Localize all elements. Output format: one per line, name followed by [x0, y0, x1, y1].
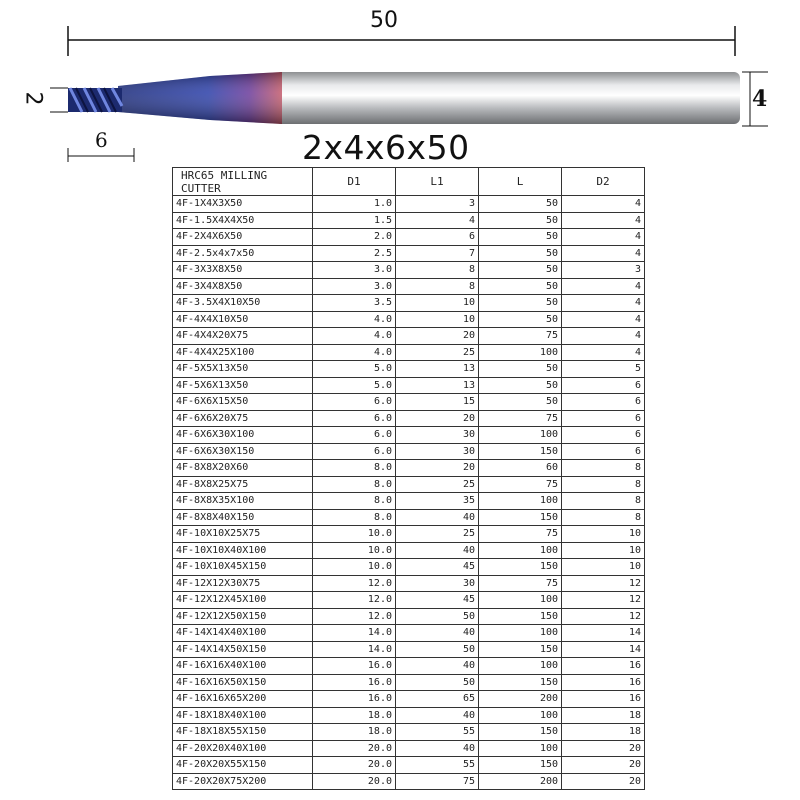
cell-l: 50 [479, 311, 562, 328]
cell-model: 4F-4X4X20X75 [173, 328, 313, 345]
cell-d2: 12 [562, 608, 645, 625]
cell-d1: 3.5 [313, 295, 396, 312]
cell-d2: 14 [562, 625, 645, 642]
cell-model: 4F-20X20X55X150 [173, 757, 313, 774]
cell-d1: 18.0 [313, 707, 396, 724]
cell-d1: 6.0 [313, 443, 396, 460]
table-row [173, 344, 645, 361]
cell-model: 4F-20X20X75X200 [173, 773, 313, 790]
cell-d2: 8 [562, 476, 645, 493]
cell-d1: 4.0 [313, 344, 396, 361]
cell-d2: 8 [562, 493, 645, 510]
cell-model: 4F-18X18X55X150 [173, 724, 313, 741]
cell-l1: 25 [396, 526, 479, 543]
cell-l: 150 [479, 724, 562, 741]
overall-length-dimension [68, 26, 735, 56]
cutting-flutes [68, 88, 122, 112]
table-row [173, 575, 645, 592]
cell-l: 100 [479, 707, 562, 724]
cell-model: 4F-14X14X40X100 [173, 625, 313, 642]
cell-d2: 4 [562, 196, 645, 213]
cell-d1: 8.0 [313, 476, 396, 493]
cell-l1: 25 [396, 476, 479, 493]
table-row [173, 212, 645, 229]
cell-d1: 8.0 [313, 509, 396, 526]
cell-model: 4F-5X6X13X50 [173, 377, 313, 394]
cell-l: 100 [479, 740, 562, 757]
table-row [173, 592, 645, 609]
cell-l1: 6 [396, 229, 479, 246]
cell-model: 4F-12X12X45X100 [173, 592, 313, 609]
cutting-diameter-dimension [50, 88, 68, 112]
table-row [173, 427, 645, 444]
table-row [173, 691, 645, 708]
cell-model: 4F-14X14X50X150 [173, 641, 313, 658]
table-row [173, 773, 645, 790]
cell-l: 150 [479, 641, 562, 658]
cell-l1: 40 [396, 707, 479, 724]
cell-l: 75 [479, 526, 562, 543]
cell-d1: 6.0 [313, 410, 396, 427]
cell-l1: 7 [396, 245, 479, 262]
cell-d1: 3.0 [313, 262, 396, 279]
cell-d2: 16 [562, 674, 645, 691]
cell-l1: 30 [396, 427, 479, 444]
cell-l1: 8 [396, 262, 479, 279]
cell-model: 4F-6X6X20X75 [173, 410, 313, 427]
table-row [173, 707, 645, 724]
cell-d1: 20.0 [313, 740, 396, 757]
cell-d1: 1.0 [313, 196, 396, 213]
table-row [173, 229, 645, 246]
cell-l: 50 [479, 278, 562, 295]
cell-l1: 55 [396, 757, 479, 774]
cell-l1: 10 [396, 311, 479, 328]
cell-model: 4F-2X4X6X50 [173, 229, 313, 246]
spec-table-container [172, 167, 645, 790]
cell-d1: 4.0 [313, 328, 396, 345]
flute-length-label: 6 [95, 128, 108, 152]
table-row [173, 196, 645, 213]
table-row [173, 509, 645, 526]
cell-d1: 14.0 [313, 641, 396, 658]
cell-d2: 12 [562, 575, 645, 592]
cell-model: 4F-18X18X40X100 [173, 707, 313, 724]
table-header-row [173, 168, 645, 196]
cell-d2: 4 [562, 295, 645, 312]
cell-model: 4F-8X8X40X150 [173, 509, 313, 526]
cell-model: 4F-3X3X8X50 [173, 262, 313, 279]
table-row [173, 674, 645, 691]
cell-l: 100 [479, 625, 562, 642]
cell-l: 100 [479, 658, 562, 675]
cell-l1: 40 [396, 625, 479, 642]
table-row [173, 328, 645, 345]
cell-d1: 20.0 [313, 757, 396, 774]
cell-d1: 12.0 [313, 592, 396, 609]
cell-d2: 6 [562, 443, 645, 460]
cell-d2: 6 [562, 394, 645, 411]
header-model: HRC65 MILLING CUTTER [173, 168, 313, 196]
cell-model: 4F-8X8X20X60 [173, 460, 313, 477]
cell-model: 4F-3X4X8X50 [173, 278, 313, 295]
cell-l: 150 [479, 608, 562, 625]
cell-l1: 40 [396, 542, 479, 559]
cell-d2: 20 [562, 773, 645, 790]
cell-model: 4F-12X12X30X75 [173, 575, 313, 592]
cell-l: 150 [479, 559, 562, 576]
cell-model: 4F-1X4X3X50 [173, 196, 313, 213]
header-d2: D2 [562, 168, 645, 196]
cell-d2: 4 [562, 344, 645, 361]
cell-d2: 4 [562, 278, 645, 295]
shank [275, 72, 740, 124]
cell-d2: 6 [562, 427, 645, 444]
cell-d1: 12.0 [313, 608, 396, 625]
cell-l1: 65 [396, 691, 479, 708]
cell-model: 4F-10X10X45X150 [173, 559, 313, 576]
cell-d2: 4 [562, 245, 645, 262]
cell-l1: 3 [396, 196, 479, 213]
cell-l1: 13 [396, 377, 479, 394]
table-row [173, 641, 645, 658]
table-row [173, 295, 645, 312]
cell-d2: 18 [562, 724, 645, 741]
cell-l: 75 [479, 328, 562, 345]
cell-model: 4F-8X8X35X100 [173, 493, 313, 510]
cell-l: 75 [479, 575, 562, 592]
table-row [173, 608, 645, 625]
table-row [173, 559, 645, 576]
cell-model: 4F-10X10X40X100 [173, 542, 313, 559]
table-row [173, 493, 645, 510]
cell-l: 100 [479, 344, 562, 361]
header-l1: L1 [396, 168, 479, 196]
cell-d2: 8 [562, 460, 645, 477]
cell-l: 50 [479, 377, 562, 394]
cell-d2: 16 [562, 658, 645, 675]
cell-d1: 16.0 [313, 674, 396, 691]
cell-l1: 40 [396, 658, 479, 675]
spec-table [172, 167, 645, 790]
cell-l1: 25 [396, 344, 479, 361]
cell-l: 50 [479, 394, 562, 411]
cell-d1: 10.0 [313, 526, 396, 543]
cell-d2: 6 [562, 410, 645, 427]
cell-model: 4F-6X6X30X100 [173, 427, 313, 444]
table-row [173, 245, 645, 262]
cell-l1: 15 [396, 394, 479, 411]
table-row [173, 262, 645, 279]
cell-l1: 50 [396, 674, 479, 691]
cell-d1: 10.0 [313, 542, 396, 559]
cell-d1: 2.0 [313, 229, 396, 246]
cell-d2: 6 [562, 377, 645, 394]
cell-l1: 8 [396, 278, 479, 295]
cell-d2: 4 [562, 229, 645, 246]
cell-model: 4F-4X4X10X50 [173, 311, 313, 328]
cell-d1: 5.0 [313, 377, 396, 394]
cell-l1: 40 [396, 509, 479, 526]
cell-l: 50 [479, 245, 562, 262]
cell-model: 4F-4X4X25X100 [173, 344, 313, 361]
table-row [173, 361, 645, 378]
cell-model: 4F-8X8X25X75 [173, 476, 313, 493]
cell-l: 50 [479, 295, 562, 312]
cell-d1: 5.0 [313, 361, 396, 378]
cell-model: 4F-1.5X4X4X50 [173, 212, 313, 229]
cell-d1: 1.5 [313, 212, 396, 229]
cell-model: 4F-5X5X13X50 [173, 361, 313, 378]
cell-l: 75 [479, 410, 562, 427]
cell-d2: 14 [562, 641, 645, 658]
table-row [173, 410, 645, 427]
cell-l1: 4 [396, 212, 479, 229]
cell-model: 4F-10X10X25X75 [173, 526, 313, 543]
cell-l1: 75 [396, 773, 479, 790]
cell-d2: 5 [562, 361, 645, 378]
cell-l: 100 [479, 427, 562, 444]
cell-l: 150 [479, 443, 562, 460]
cell-d1: 3.0 [313, 278, 396, 295]
table-row [173, 443, 645, 460]
cell-l: 50 [479, 196, 562, 213]
cell-model: 4F-16X16X65X200 [173, 691, 313, 708]
cell-d2: 20 [562, 740, 645, 757]
cell-l: 50 [479, 361, 562, 378]
header-d1: D1 [313, 168, 396, 196]
cell-l1: 45 [396, 559, 479, 576]
table-row [173, 542, 645, 559]
cell-l: 75 [479, 476, 562, 493]
cell-d1: 20.0 [313, 773, 396, 790]
cell-l: 50 [479, 212, 562, 229]
shank-diameter-label: 4 [752, 86, 768, 112]
cell-l1: 20 [396, 460, 479, 477]
cell-l1: 10 [396, 295, 479, 312]
cell-model: 4F-6X6X30X150 [173, 443, 313, 460]
cell-d2: 20 [562, 757, 645, 774]
cell-d1: 16.0 [313, 691, 396, 708]
cell-l1: 30 [396, 575, 479, 592]
cell-d1: 18.0 [313, 724, 396, 741]
cell-d2: 10 [562, 559, 645, 576]
cell-d1: 6.0 [313, 394, 396, 411]
cell-d1: 8.0 [313, 493, 396, 510]
cell-l: 100 [479, 493, 562, 510]
cutting-diameter-label: 2 [20, 91, 46, 106]
cell-d2: 4 [562, 328, 645, 345]
table-row [173, 311, 645, 328]
cell-l: 150 [479, 674, 562, 691]
cell-l1: 50 [396, 641, 479, 658]
cell-l: 150 [479, 509, 562, 526]
table-row [173, 658, 645, 675]
cell-l1: 50 [396, 608, 479, 625]
cell-d1: 14.0 [313, 625, 396, 642]
cell-d2: 4 [562, 311, 645, 328]
cell-d1: 4.0 [313, 311, 396, 328]
cell-d2: 18 [562, 707, 645, 724]
cell-l1: 55 [396, 724, 479, 741]
cell-d1: 2.5 [313, 245, 396, 262]
cell-d1: 16.0 [313, 658, 396, 675]
cell-l1: 30 [396, 443, 479, 460]
cell-model: 4F-16X16X50X150 [173, 674, 313, 691]
cell-l: 200 [479, 773, 562, 790]
cell-l1: 13 [396, 361, 479, 378]
table-row [173, 625, 645, 642]
cell-l1: 20 [396, 328, 479, 345]
table-row [173, 757, 645, 774]
table-row [173, 526, 645, 543]
cell-l: 60 [479, 460, 562, 477]
cell-d2: 3 [562, 262, 645, 279]
cell-d1: 8.0 [313, 460, 396, 477]
cell-d2: 10 [562, 526, 645, 543]
cell-d2: 4 [562, 212, 645, 229]
cell-model: 4F-2.5x4x7x50 [173, 245, 313, 262]
cell-model: 4F-3.5X4X10X50 [173, 295, 313, 312]
cell-d2: 10 [562, 542, 645, 559]
cell-l: 100 [479, 592, 562, 609]
header-l: L [479, 168, 562, 196]
cell-d2: 8 [562, 509, 645, 526]
cell-d1: 10.0 [313, 559, 396, 576]
overall-length-label: 50 [370, 8, 398, 33]
cell-d2: 16 [562, 691, 645, 708]
table-row [173, 740, 645, 757]
cell-d1: 12.0 [313, 575, 396, 592]
cell-l: 200 [479, 691, 562, 708]
cell-l1: 35 [396, 493, 479, 510]
spec-title: 2x4x6x50 [302, 128, 470, 167]
cell-model: 4F-12X12X50X150 [173, 608, 313, 625]
cell-d2: 12 [562, 592, 645, 609]
table-row [173, 394, 645, 411]
cell-l1: 40 [396, 740, 479, 757]
table-row [173, 476, 645, 493]
table-row [173, 724, 645, 741]
table-row [173, 460, 645, 477]
table-row [173, 278, 645, 295]
cell-l: 100 [479, 542, 562, 559]
cell-l1: 45 [396, 592, 479, 609]
cell-model: 4F-6X6X15X50 [173, 394, 313, 411]
cell-l: 50 [479, 229, 562, 246]
cell-d1: 6.0 [313, 427, 396, 444]
cell-model: 4F-20X20X40X100 [173, 740, 313, 757]
cell-l: 50 [479, 262, 562, 279]
table-row [173, 377, 645, 394]
cell-model: 4F-16X16X40X100 [173, 658, 313, 675]
cell-l: 150 [479, 757, 562, 774]
cell-l1: 20 [396, 410, 479, 427]
